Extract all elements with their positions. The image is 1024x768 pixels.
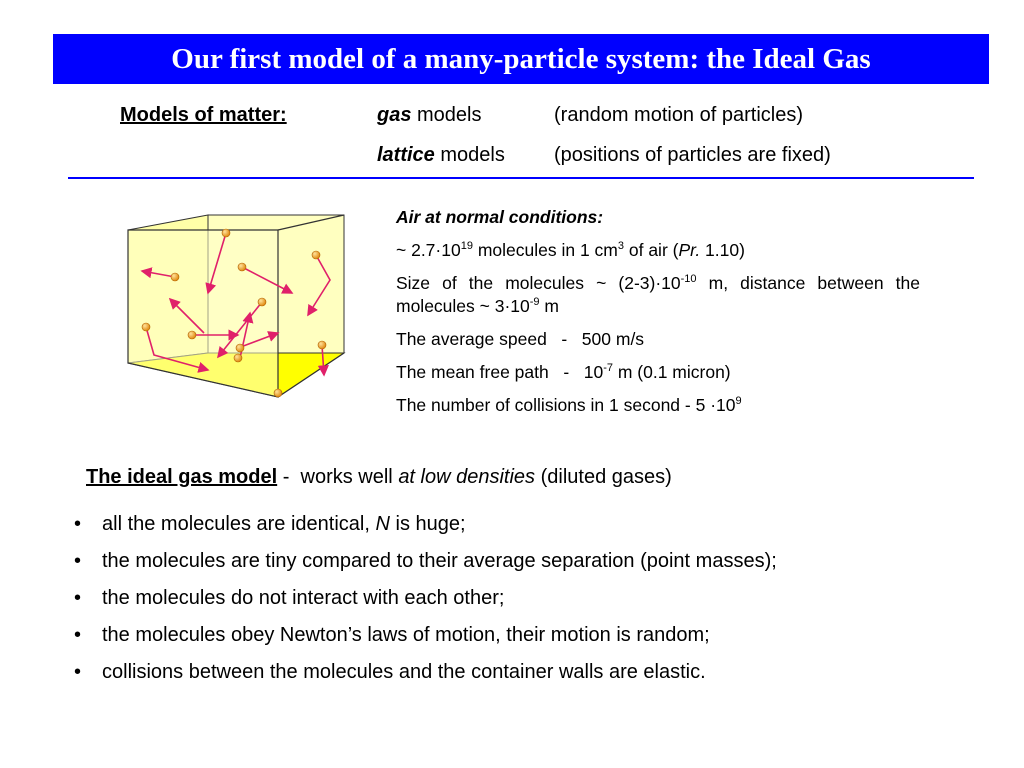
molecule-7 xyxy=(188,331,196,339)
ideal-gas-heading: The ideal gas model xyxy=(86,466,278,488)
molecule-6 xyxy=(142,323,150,331)
lattice-models-desc: (positions of particles are fixed) xyxy=(554,144,831,166)
air-mean-free-path: The mean free path - $10^{-7}$ m (0.1 micron) xyxy=(396,362,731,382)
gas-container-illustration xyxy=(120,205,360,415)
list-item: • collisions between the molecules and the container walls are elastic. xyxy=(74,661,706,683)
gas-models: gas models xyxy=(377,104,482,126)
molecule-11 xyxy=(274,389,282,397)
air-average-speed: The average speed - 500 m/s xyxy=(396,329,645,349)
models-of-matter xyxy=(0,0,1024,180)
molecule-8 xyxy=(234,354,242,362)
air-collisions: The number of collisions in 1 second - $5 \cdot 10^9$ xyxy=(396,395,742,415)
list-item: • the molecules do not interact with each other; xyxy=(74,587,505,609)
air-molecule-size: Size of the molecules ~ $(2-3)\cdot 10^{-10}$ m, distance between the molecules ~ $3\cdot 10^{-9}$ m xyxy=(396,273,920,316)
ideal-gas-heading-line: The ideal gas model - works well at low densities (diluted gases) xyxy=(86,466,672,488)
divider-line xyxy=(68,177,974,179)
molecule-9 xyxy=(236,344,244,352)
lattice-models: lattice models xyxy=(377,144,505,166)
molecule-4 xyxy=(238,263,246,271)
slide-title: Our first model of a many-particle system: the Ideal Gas xyxy=(53,34,989,84)
molecule-3 xyxy=(171,273,179,281)
molecule-1 xyxy=(222,229,230,237)
air-conditions xyxy=(396,206,920,427)
list-item: • the molecules are tiny compared to their average separation (point masses); xyxy=(74,550,777,572)
gas-models-desc: (random motion of particles) xyxy=(554,104,803,126)
models-label: Models of matter: xyxy=(120,104,287,126)
air-heading: Air at normal conditions: xyxy=(396,207,604,227)
air-molecule-count: ~ $2.7\cdot 10^{19}$ molecules in 1 $cm^3$ of air (Pr. 1.10) xyxy=(396,240,745,260)
list-item: • all the molecules are identical, N is huge; xyxy=(74,513,466,535)
box-front-face xyxy=(128,230,278,397)
molecule-2 xyxy=(312,251,320,259)
molecule-10 xyxy=(318,341,326,349)
molecule-5 xyxy=(258,298,266,306)
ideal-gas-assumptions xyxy=(74,506,994,691)
list-item: • the molecules obey Newton’s laws of motion, their motion is random; xyxy=(74,624,710,646)
